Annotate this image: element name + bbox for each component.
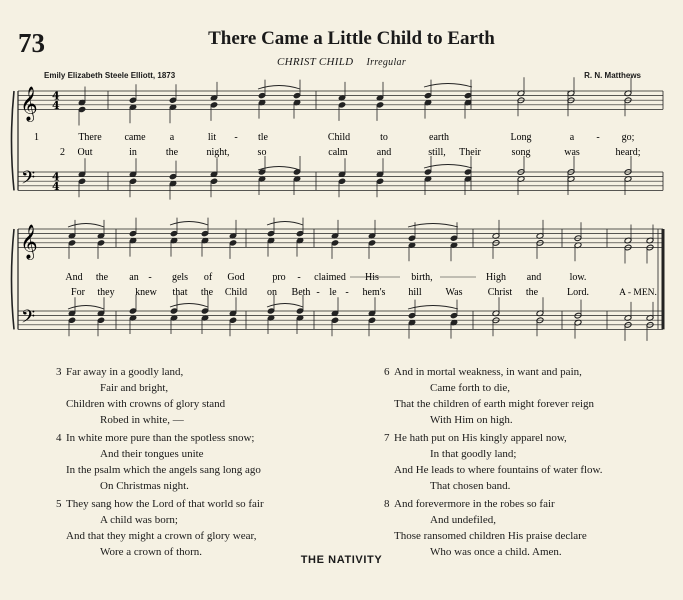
lyric-syllable: calm xyxy=(328,147,348,158)
lyric-syllable: gels xyxy=(171,272,189,283)
verse-number: 1 xyxy=(34,132,39,143)
lyric-syllable: came xyxy=(124,132,146,143)
lyric-syllable: Beth xyxy=(291,287,311,298)
stanza-number: 7 xyxy=(384,432,390,444)
stanza-line: Came forth to die, xyxy=(430,382,511,394)
lyric-syllable: God xyxy=(227,272,245,283)
stanza-line: Fair and bright, xyxy=(100,382,169,394)
lyric-syllable: Christ xyxy=(487,287,513,298)
lyric-syllable: on xyxy=(267,287,277,298)
lyric-syllable: For xyxy=(71,287,85,298)
stanza-line: And forevermore in the robes so fair xyxy=(394,498,555,510)
stanza-line: Far away in a goodly land, xyxy=(66,366,184,378)
lyric-syllable: - xyxy=(148,272,152,283)
treble-clef-icon: 𝄞 xyxy=(20,224,38,260)
lyric-syllable: High xyxy=(486,272,506,283)
stanza-line: A child was born; xyxy=(100,514,178,526)
bass-clef-icon: 𝄢 xyxy=(21,167,36,193)
lyric-syllable: to xyxy=(380,132,388,143)
stanza-line: Who was once a child. Amen. xyxy=(430,546,562,558)
lyric-syllable: of xyxy=(203,272,213,283)
tie xyxy=(258,86,300,90)
lyric-syllable: in xyxy=(129,147,137,158)
lyric-syllable: and xyxy=(526,272,542,283)
tie xyxy=(267,222,303,226)
lyric-syllable: - xyxy=(596,132,600,143)
lyric-syllable: that xyxy=(172,287,188,298)
tune-name: CHRIST CHILD xyxy=(276,56,354,68)
stanza-line: In that goodly land; xyxy=(430,448,517,460)
treble-clef-icon: 𝄞 xyxy=(20,86,38,122)
lyric-syllable: so xyxy=(257,147,267,158)
stanza-line: In white more pure than the spotless snow; xyxy=(66,432,255,444)
lyric-syllable: Child xyxy=(327,132,351,143)
lyric-syllable: a xyxy=(169,132,175,143)
tie xyxy=(267,304,303,308)
lyric-syllable: a xyxy=(569,132,575,143)
lyric-syllable: His xyxy=(365,272,379,283)
lyric-syllable: still, xyxy=(428,147,446,158)
lyric-syllable: birth, xyxy=(411,272,433,283)
stanza-line: And undefiled, xyxy=(430,514,496,526)
lyric-syllable: There xyxy=(78,132,102,143)
stanza-number: 4 xyxy=(56,432,62,444)
tie xyxy=(408,306,458,310)
lyric-syllable: an xyxy=(129,272,139,283)
brace xyxy=(12,229,15,329)
time-signature: 4 xyxy=(52,170,60,184)
lyric-syllable: go; xyxy=(621,132,635,143)
lyric-syllable: - xyxy=(234,132,238,143)
lyric-syllable: the xyxy=(165,147,179,158)
author-credit: Emily Elizabeth Steele Elliott, 1873 xyxy=(44,71,176,80)
lyric-syllable: hem's xyxy=(362,287,386,298)
lyric-syllable: Long xyxy=(510,132,532,143)
hymn-title: There Came a Little Child to Earth xyxy=(208,28,495,49)
stanza-line: That chosen band. xyxy=(430,480,511,492)
tie xyxy=(170,304,208,308)
lyric-syllable: heard; xyxy=(615,147,641,158)
time-signature: 4 xyxy=(52,98,60,112)
stanza-line: Robed in white, — xyxy=(100,414,184,426)
lyric-syllable: and xyxy=(376,147,392,158)
lyric-syllable: Lord. xyxy=(567,287,589,298)
time-signature: 4 xyxy=(52,179,60,193)
lyric-syllable: Out xyxy=(77,147,93,158)
lyric-syllable: Their xyxy=(459,147,481,158)
stanza-line: And in mortal weakness, in want and pain, xyxy=(394,366,582,378)
tie xyxy=(68,306,104,310)
lyric-syllable: tle xyxy=(258,132,268,143)
stanza-line: Those ransomed children His praise declare xyxy=(394,530,587,542)
lyric-syllable: night, xyxy=(206,147,230,158)
lyric-syllable: pro xyxy=(272,272,286,283)
stanza-line: In the psalm which the angels sang long ago xyxy=(66,464,261,476)
lyric-syllable: lit xyxy=(207,132,217,143)
lyric-syllable: hill xyxy=(408,287,422,298)
lyric-syllable: - xyxy=(316,287,320,298)
lyric-syllable: earth xyxy=(429,132,449,143)
tie xyxy=(170,222,208,226)
lyric-syllable: song xyxy=(511,147,531,158)
stanza-number: 8 xyxy=(384,498,390,510)
meter: Irregular xyxy=(366,57,407,68)
lyric-syllable: the xyxy=(525,287,539,298)
stanza-number: 3 xyxy=(56,366,62,378)
hymn-number: 73 xyxy=(18,28,45,58)
lyric-syllable: Child xyxy=(224,287,248,298)
lyric-syllable: they xyxy=(97,287,115,298)
amen-lyric: A - MEN. xyxy=(619,288,657,298)
lyric-syllable: Was xyxy=(445,287,463,298)
tie xyxy=(68,224,104,228)
section-footer: THE NATIVITY xyxy=(300,554,383,566)
lyric-syllable: the xyxy=(200,287,214,298)
stanza-line: And He leads to where fountains of water flow. xyxy=(394,464,603,476)
stanza-number: 5 xyxy=(56,498,62,510)
lyric-syllable: claimed xyxy=(314,272,346,283)
stanza-line: On Christmas night. xyxy=(100,480,189,492)
stanza-line: They sang how the Lord of that world so fair xyxy=(66,498,264,510)
lyric-syllable: the xyxy=(95,272,109,283)
lyric-syllable: was xyxy=(564,147,580,158)
brace xyxy=(12,91,15,190)
stanza-line: That the children of earth might forever reign xyxy=(394,398,595,410)
lyric-syllable: low. xyxy=(569,272,587,283)
tie xyxy=(408,224,458,228)
lyric-syllable: - xyxy=(297,272,301,283)
time-signature: 4 xyxy=(52,89,60,103)
stanza-line: Children with crowns of glory stand xyxy=(66,398,226,410)
lyric-syllable: le xyxy=(329,287,337,298)
composer-credit: R. N. Matthews xyxy=(584,71,641,80)
stanza-line: He hath put on His kingly apparel now, xyxy=(394,432,567,444)
stanza-line: Wore a crown of thorn. xyxy=(100,546,203,558)
stanza-line: And that they might a crown of glory wear, xyxy=(66,530,257,542)
lyric-syllable: knew xyxy=(135,287,157,298)
stanza-line: And their tongues unite xyxy=(100,448,204,460)
lyric-syllable: And xyxy=(65,272,83,283)
stanza-line: With Him on high. xyxy=(430,414,513,426)
bass-clef-icon: 𝄢 xyxy=(21,306,36,332)
verse-number: 2 xyxy=(60,147,65,158)
stanza-number: 6 xyxy=(384,366,390,378)
lyric-syllable: - xyxy=(345,287,349,298)
